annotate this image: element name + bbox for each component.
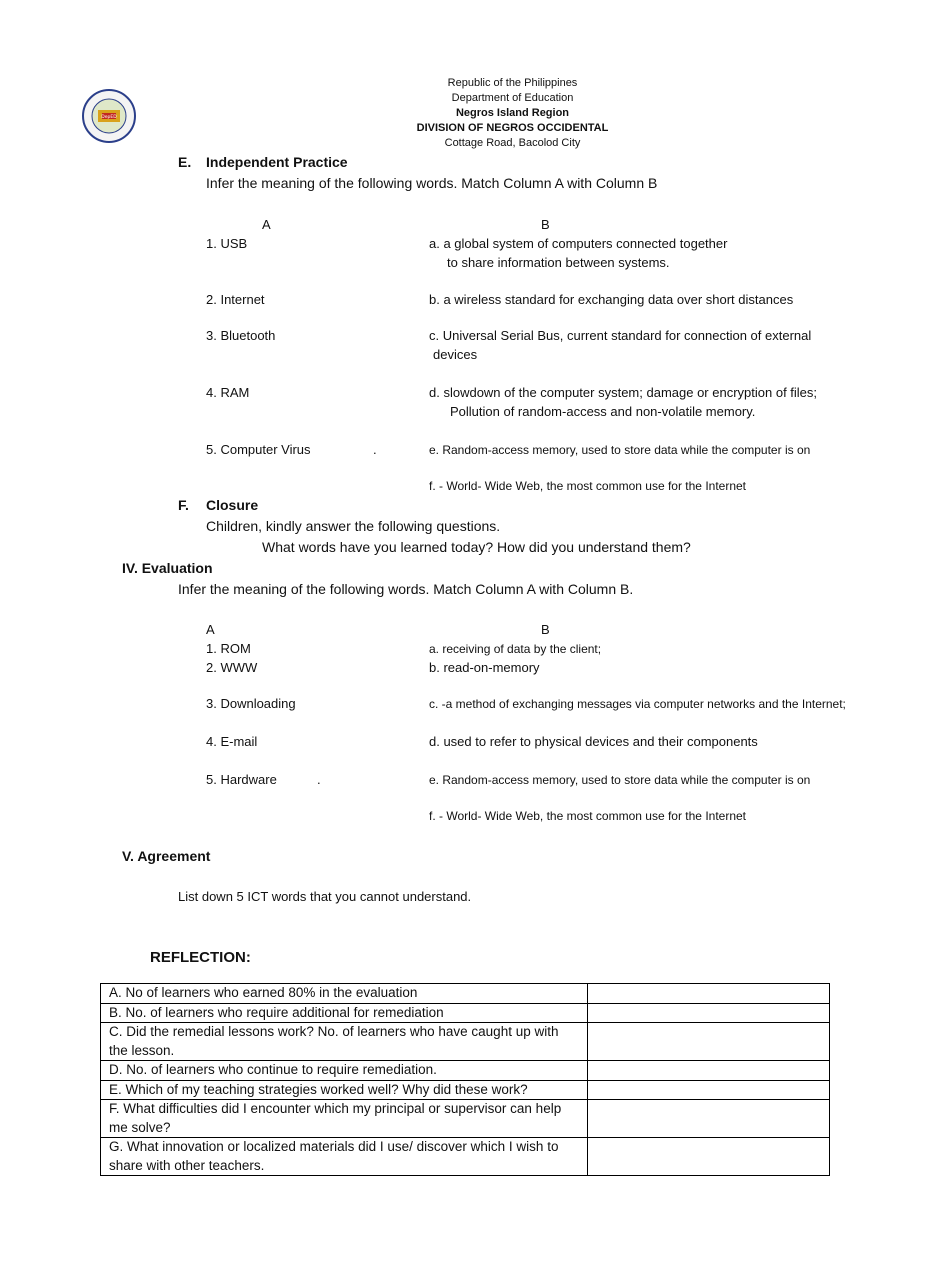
reflection-question: F. What difficulties did I encounter which my principal or supervisor can help me solve? bbox=[101, 1100, 588, 1138]
table-row bbox=[101, 1100, 830, 1138]
evaluation-item-b-a: a. receiving of data by the client; bbox=[429, 642, 602, 656]
section-e-item-b-c1: c. Universal Serial Bus, current standard for connection of external bbox=[429, 328, 812, 343]
section-e-title: Independent Practice bbox=[206, 154, 348, 170]
evaluation-title: IV. Evaluation bbox=[122, 560, 213, 576]
section-e-col-a-header: A bbox=[262, 217, 271, 232]
evaluation-item-a-5-dot: . bbox=[317, 772, 321, 787]
section-e-item-b-f: f. - World- Wide Web, the most common use for the Internet bbox=[429, 479, 747, 493]
section-e-item-b-b: b. a wireless standard for exchanging data over short distances bbox=[429, 292, 794, 307]
section-f-line-1: Children, kindly answer the following questions. bbox=[206, 518, 501, 534]
reflection-question: A. No of learners who earned 80% in the evaluation bbox=[101, 984, 588, 1004]
evaluation-item-b-f: f. - World- Wide Web, the most common use for the Internet bbox=[429, 809, 747, 823]
agreement-title: V. Agreement bbox=[122, 848, 211, 864]
section-e-item-a-1: 1. USB bbox=[206, 236, 248, 251]
section-f-title: Closure bbox=[206, 497, 259, 513]
reflection-question: D. No. of learners who continue to require remediation. bbox=[101, 1061, 588, 1081]
section-e-item-b-d1: d. slowdown of the computer system; damage or encryption of files; bbox=[429, 385, 818, 400]
header-line-2: Department of Education bbox=[451, 92, 574, 104]
reflection-answer-cell[interactable] bbox=[588, 1138, 830, 1176]
reflection-answer-cell[interactable] bbox=[588, 1080, 830, 1100]
section-f-line-2: What words have you learned today? How did you understand them? bbox=[262, 539, 691, 555]
reflection-question: E. Which of my teaching strategies worked well? Why did these work? bbox=[101, 1080, 588, 1100]
section-e-item-a-5: 5. Computer Virus bbox=[206, 442, 311, 457]
table-row bbox=[101, 1080, 830, 1100]
reflection-answer-cell[interactable] bbox=[588, 1100, 830, 1138]
evaluation-item-a-4: 4. E-mail bbox=[206, 734, 258, 749]
evaluation-item-b-b: b. read-on-memory bbox=[429, 660, 540, 675]
reflection-question: B. No. of learners who require additional for remediation bbox=[101, 1003, 588, 1023]
section-e-item-b-a2: to share information between systems. bbox=[447, 255, 670, 270]
evaluation-instruction: Infer the meaning of the following words. Match Column A with Column B. bbox=[178, 581, 634, 597]
agreement-text: List down 5 ICT words that you cannot understand. bbox=[178, 889, 472, 904]
section-e-letter: E. bbox=[178, 154, 192, 170]
section-e-item-b-d2: Pollution of random-access and non-volatile memory. bbox=[450, 404, 756, 419]
section-e-instruction: Infer the meaning of the following words. Match Column A with Column B bbox=[206, 175, 658, 191]
section-e-item-a-2: 2. Internet bbox=[206, 292, 265, 307]
section-e-item-b-e: e. Random-access memory, used to store data while the computer is on bbox=[429, 443, 811, 457]
header-line-3: Negros Island Region bbox=[455, 107, 570, 119]
section-e-item-a-3: 3. Bluetooth bbox=[206, 328, 276, 343]
section-e-col-b-header: B bbox=[541, 217, 550, 232]
reflection-answer-cell[interactable] bbox=[588, 1061, 830, 1081]
evaluation-item-b-e: e. Random-access memory, used to store data while the computer is on bbox=[429, 773, 811, 787]
table-row bbox=[101, 1003, 830, 1023]
evaluation-item-a-2: 2. WWW bbox=[206, 660, 258, 675]
reflection-question: C. Did the remedial lessons work? No. of learners who have caught up with the lesson. bbox=[101, 1023, 588, 1061]
table-row bbox=[101, 984, 830, 1004]
header-line-1: Republic of the Philippines bbox=[447, 77, 578, 89]
reflection-title: REFLECTION: bbox=[150, 949, 251, 966]
reflection-answer-cell[interactable] bbox=[588, 1003, 830, 1023]
section-f-letter: F. bbox=[178, 497, 189, 513]
evaluation-col-a-header: A bbox=[206, 622, 215, 637]
reflection-question: G. What innovation or localized materials did I use/ discover which I wish to share with other teachers. bbox=[101, 1138, 588, 1176]
evaluation-item-b-d: d. used to refer to physical devices and their components bbox=[429, 734, 758, 749]
header-line-4: DIVISION OF NEGROS OCCIDENTAL bbox=[416, 122, 609, 134]
evaluation-item-a-3: 3. Downloading bbox=[206, 696, 296, 711]
reflection-answer-cell[interactable] bbox=[588, 1023, 830, 1061]
evaluation-item-a-1: 1. ROM bbox=[206, 641, 251, 656]
seal-center-text: DepED bbox=[101, 115, 117, 120]
section-e-item-b-a1: a. a global system of computers connected together bbox=[429, 236, 728, 251]
evaluation-item-a-5: 5. Hardware bbox=[206, 772, 277, 787]
section-e-item-a-5-dot: . bbox=[373, 442, 377, 457]
reflection-table bbox=[100, 983, 830, 1176]
section-e-item-b-c2: devices bbox=[433, 347, 478, 362]
header-line-5: Cottage Road, Bacolod City bbox=[444, 137, 581, 149]
reflection-answer-cell[interactable] bbox=[588, 984, 830, 1004]
table-row bbox=[101, 1023, 830, 1061]
evaluation-item-b-c: c. -a method of exchanging messages via computer networks and the Internet; bbox=[429, 697, 846, 711]
table-row bbox=[101, 1061, 830, 1081]
section-e-item-a-4: 4. RAM bbox=[206, 385, 250, 400]
table-row bbox=[101, 1138, 830, 1176]
evaluation-col-b-header: B bbox=[541, 622, 550, 637]
